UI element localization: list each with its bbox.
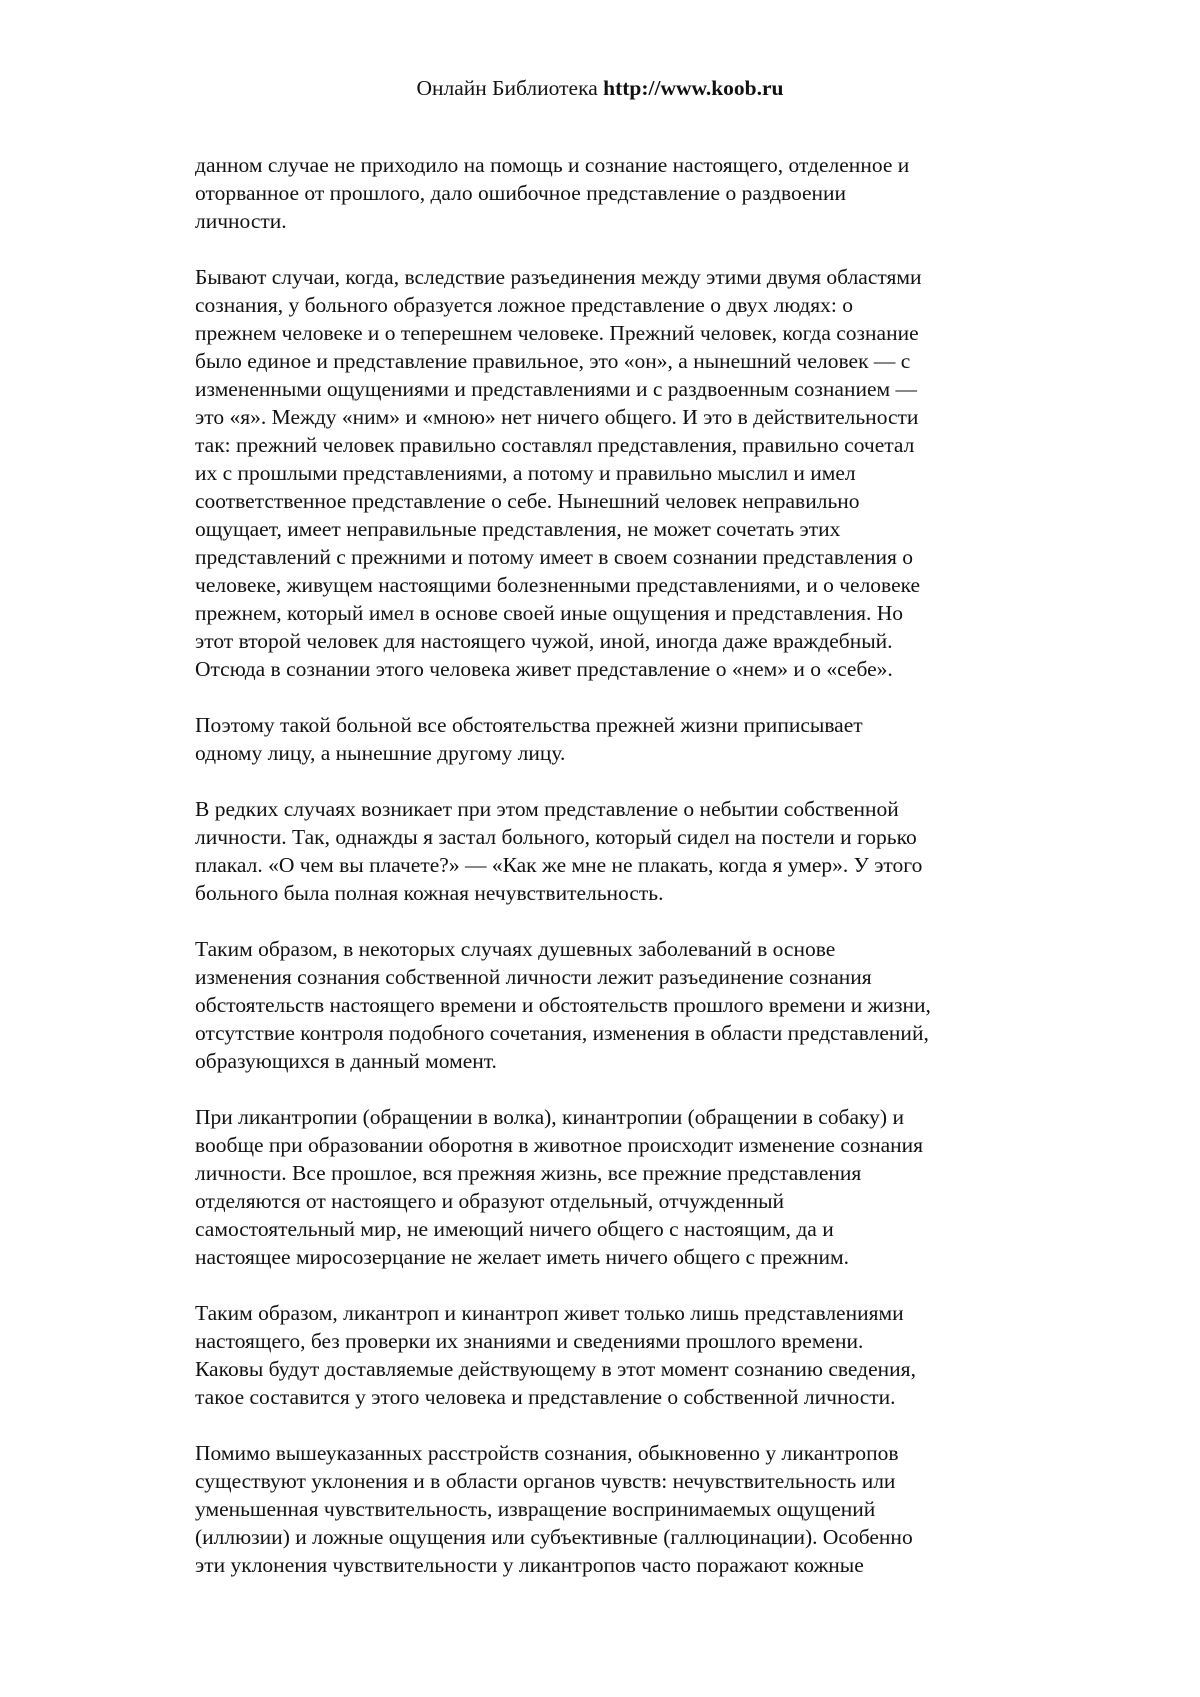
text-line: это «я». Между «ним» и «мною» нет ничего общего. И это в действительности	[195, 405, 919, 429]
text-line: оторванное от прошлого, дало ошибочное представление о раздвоении	[195, 181, 847, 205]
text-line: самостоятельный мир, не имеющий ничего общего с настоящим, да и	[195, 1217, 834, 1241]
text-line: отделяются от настоящего и образуют отдельный, отчужденный	[195, 1189, 785, 1213]
text-line: ощущает, имеет неправильные представления, не может сочетать этих	[195, 517, 841, 541]
document-body	[195, 151, 1075, 1607]
text-line: обстоятельств настоящего времени и обстоятельств прошлого времени и жизни,	[195, 993, 931, 1017]
text-line: данном случае не приходило на помощь и сознание настоящего, отделенное и	[195, 153, 910, 177]
text-line: вообще при образовании оборотня в животное происходит изменение сознания	[195, 1133, 924, 1157]
text-line: (иллюзии) и ложные ощущения или субъективные (галлюцинации). Особенно	[195, 1525, 913, 1549]
text-line: Отсюда в сознании этого человека живет представление о «нем» и о «себе».	[195, 657, 893, 681]
text-line: эти уклонения чувствительности у ликантропов часто поражают кожные	[195, 1553, 864, 1577]
text-line: настоящее миросозерцание не желает иметь ничего общего с прежним.	[195, 1245, 850, 1269]
page-header	[0, 74, 1200, 102]
text-line: изменения сознания собственной личности лежит разъединение сознания	[195, 965, 872, 989]
text-line: личности. Все прошлое, вся прежняя жизнь, все прежние представления	[195, 1161, 862, 1185]
paragraph	[195, 151, 1075, 235]
paragraph	[195, 1103, 1075, 1271]
header-library-label: Онлайн Библиотека	[416, 76, 598, 100]
paragraph	[195, 263, 1075, 683]
text-line: одному лицу, а нынешние другому лицу.	[195, 741, 566, 765]
text-line: соответственное представление о себе. Нынешний человек неправильно	[195, 489, 860, 513]
text-line: образующихся в данный момент.	[195, 1049, 497, 1073]
text-line: существуют уклонения и в области органов чувств: нечувствительность или	[195, 1469, 896, 1493]
text-line: отсутствие контроля подобного сочетания, изменения в области представлений,	[195, 1021, 929, 1045]
header-url: http://www.koob.ru	[603, 76, 784, 100]
text-line: сознания, у больного образуется ложное представление о двух людях: о	[195, 293, 853, 317]
text-line: так: прежний человек правильно составлял представления, правильно сочетал	[195, 433, 915, 457]
text-line: измененными ощущениями и представлениями и с раздвоенным сознанием —	[195, 377, 917, 401]
text-line: такое составится у этого человека и представление о собственной личности.	[195, 1385, 896, 1409]
text-line: Таким образом, ликантроп и кинантроп живет только лишь представлениями	[195, 1301, 904, 1325]
paragraph	[195, 795, 1075, 907]
text-line: личности. Так, однажды я застал больного, который сидел на постели и горько	[195, 825, 917, 849]
text-line: этот второй человек для настоящего чужой, иной, иногда даже враждебный.	[195, 629, 893, 653]
text-line: прежнем человеке и о теперешнем человеке. Прежний человек, когда сознание	[195, 321, 919, 345]
text-line: Поэтому такой больной все обстоятельства прежней жизни приписывает	[195, 713, 863, 737]
text-line: личности.	[195, 209, 287, 233]
paragraph	[195, 935, 1075, 1075]
text-line: В редких случаях возникает при этом представление о небытии собственной	[195, 797, 899, 821]
text-line: Бывают случаи, когда, вследствие разъединения между этими двумя областями	[195, 265, 922, 289]
text-line: представлений с прежними и потому имеет в своем сознании представления о	[195, 545, 914, 569]
text-line: Каковы будут доставляемые действующему в этот момент сознанию сведения,	[195, 1357, 916, 1381]
paragraph	[195, 1439, 1075, 1579]
paragraph	[195, 1299, 1075, 1411]
text-line: Помимо вышеуказанных расстройств сознания, обыкновенно у ликантропов	[195, 1441, 899, 1465]
text-line: Таким образом, в некоторых случаях душевных заболеваний в основе	[195, 937, 836, 961]
text-line: больного была полная кожная нечувствительность.	[195, 881, 664, 905]
text-line: человеке, живущем настоящими болезненными представлениями, и о человеке	[195, 573, 921, 597]
text-line: было единое и представление правильное, это «он», а нынешний человек — с	[195, 349, 911, 373]
text-line: При ликантропии (обращении в волка), кинантропии (обращении в собаку) и	[195, 1105, 904, 1129]
paragraph	[195, 711, 1075, 767]
text-line: их с прошлыми представлениями, а потому и правильно мыслил и имел	[195, 461, 856, 485]
text-line: прежнем, который имел в основе своей иные ощущения и представления. Но	[195, 601, 904, 625]
text-line: плакал. «О чем вы плачете?» — «Как же мне не плакать, когда я умер». У этого	[195, 853, 923, 877]
text-line: настоящего, без проверки их знаниями и сведениями прошлого времени.	[195, 1329, 864, 1353]
text-line: уменьшенная чувствительность, извращение воспринимаемых ощущений	[195, 1497, 876, 1521]
